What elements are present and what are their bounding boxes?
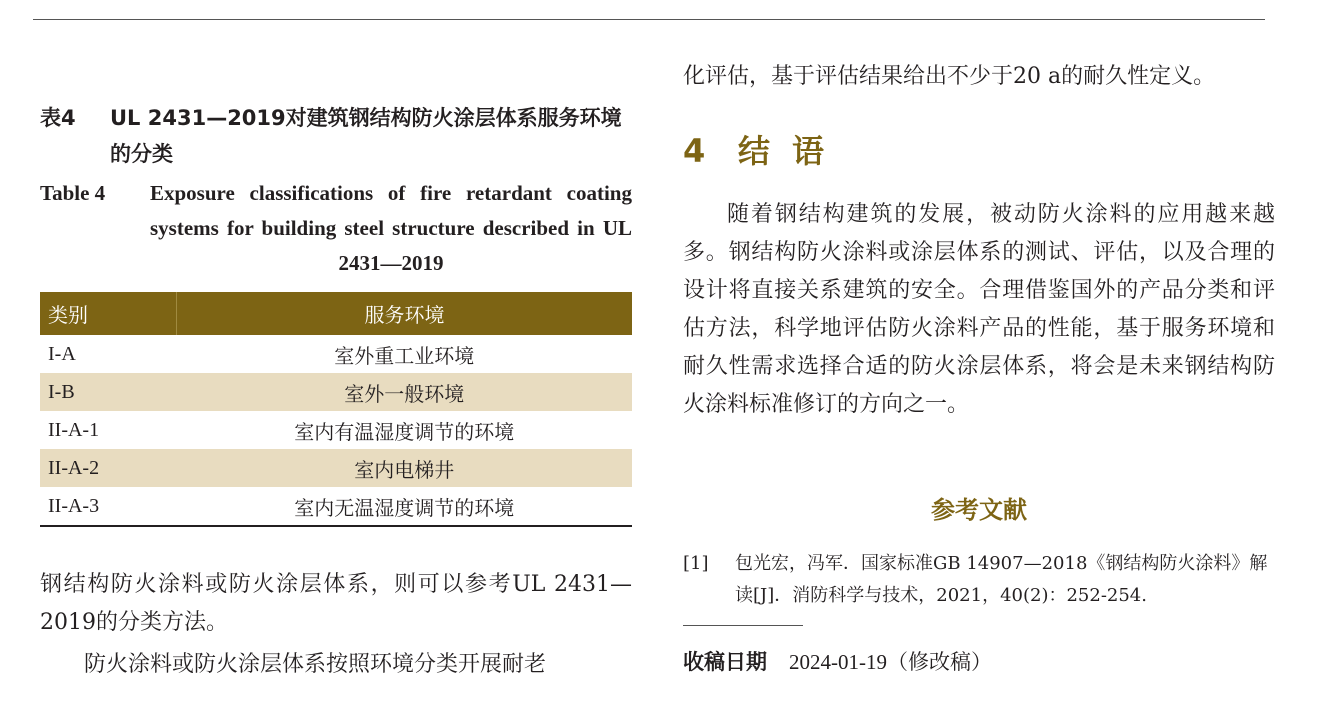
table-cell-category: II-A-2 — [40, 449, 177, 487]
table-number-zh: 表4 — [40, 106, 76, 130]
table-cell-category: II-A-3 — [40, 487, 177, 526]
reference-number: [1] — [683, 553, 709, 574]
table-cell-category: I-A — [48, 342, 76, 365]
table-caption-en — [40, 176, 632, 281]
table-cell-environment: 室内电梯井 — [177, 449, 633, 487]
received-date — [683, 646, 992, 676]
received-label: 收稿日期 — [683, 650, 767, 674]
table-header-row — [40, 292, 632, 335]
table-title-zh: UL 2431—2019对建筑钢结构防火涂层体系服务环境的分类 — [110, 106, 622, 166]
table-number-en: Table 4 — [40, 181, 106, 205]
footnote-rule — [683, 625, 803, 626]
table-cell-category: I-B — [40, 373, 177, 411]
table-cell-category: II-A-1 — [48, 418, 100, 441]
table-row — [40, 373, 632, 411]
table-row — [40, 335, 632, 373]
section-number: 4 — [683, 132, 706, 170]
section-heading — [683, 126, 846, 172]
table-row — [40, 411, 632, 449]
table-caption-zh — [40, 100, 632, 172]
table-row — [40, 449, 632, 487]
classification-table — [40, 292, 632, 527]
reference-item — [683, 548, 1275, 612]
table-cell-environment: 室内无温湿度调节的环境 — [177, 487, 633, 526]
left-paragraph-1: 钢结构防火涂料或防火涂层体系，则可以参考UL 2431—2019的分类方法。 — [40, 572, 632, 635]
left-paragraph-2: 防火涂料或防火涂层体系按照环境分类开展耐老 — [84, 652, 547, 677]
references-title: 参考文献 — [931, 496, 1027, 524]
section-title: 结语 — [738, 132, 847, 170]
table-title-en: Exposure classifications of fire retardant coating systems for building steel structure described in UL 2431—2019 — [150, 181, 632, 275]
received-value: 2024-01-19（修改稿） — [789, 650, 992, 674]
reference-text: 包光宏，冯军．国家标准GB 14907—2018《钢结构防火涂料》解读[J]．消防科学与技术，2021，40(2)：252-254. — [735, 553, 1268, 606]
table-cell-environment: 室内有温湿度调节的环境 — [294, 419, 515, 444]
conclusion-paragraph: 随着钢结构建筑的发展，被动防火涂料的应用越来越多。钢结构防火涂料或涂层体系的测试、评估，以及合理的设计将直接关系建筑的安全。合理借鉴国外的产品分类和评估方法，科学地评估防火涂料产品的性能，基于服务环境和耐久性需求选择合适的防火涂层体系，将会是未来钢结构防火涂料标准修订的方向之一。 — [683, 202, 1275, 417]
table-header-category: 类别 — [40, 292, 177, 335]
right-paragraph-continued: 化评估，基于评估结果给出不少于20 a的耐久性定义。 — [683, 64, 1216, 89]
table-row — [40, 487, 632, 526]
top-rule — [33, 19, 1265, 20]
table-cell-environment: 室外一般环境 — [177, 373, 633, 411]
table-cell-environment: 室外重工业环境 — [334, 343, 475, 368]
table-header-environment: 服务环境 — [177, 292, 633, 335]
